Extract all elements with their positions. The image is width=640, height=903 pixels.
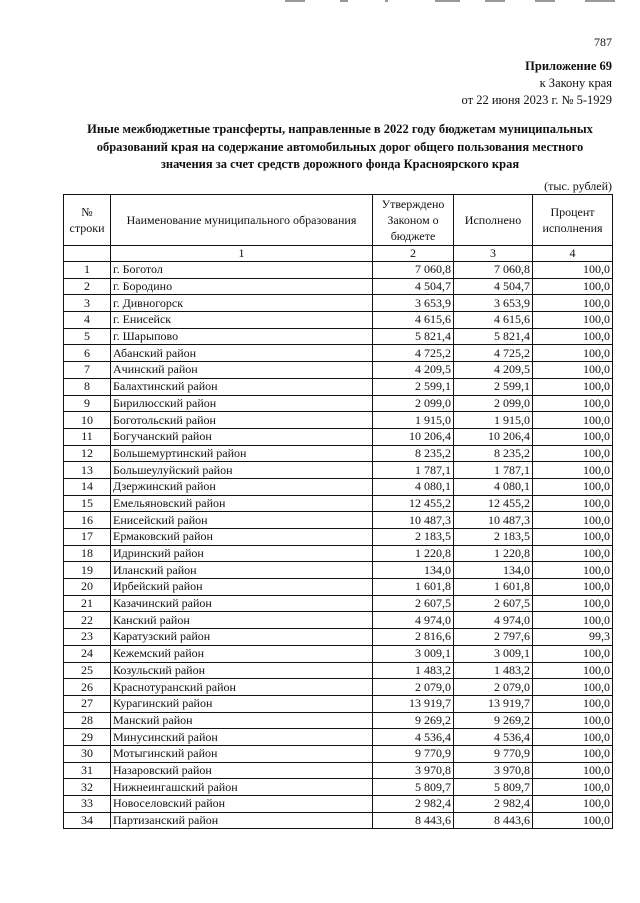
row-number: 6 bbox=[64, 345, 111, 362]
approved-amount: 3 653,9 bbox=[373, 295, 454, 312]
table-row bbox=[64, 312, 613, 329]
municipality-name: Идринский район bbox=[111, 545, 373, 562]
execution-percent: 100,0 bbox=[533, 395, 613, 412]
table-row bbox=[64, 729, 613, 746]
execution-percent: 100,0 bbox=[533, 328, 613, 345]
municipality-name: Нижнеингашский район bbox=[111, 779, 373, 796]
table-row bbox=[64, 712, 613, 729]
approved-amount: 4 504,7 bbox=[373, 278, 454, 295]
approved-amount: 2 982,4 bbox=[373, 796, 454, 813]
execution-percent: 100,0 bbox=[533, 579, 613, 596]
municipality-name: Манский район bbox=[111, 712, 373, 729]
municipality-name: Канский район bbox=[111, 612, 373, 629]
execution-percent: 100,0 bbox=[533, 595, 613, 612]
table-header-row bbox=[64, 195, 613, 246]
municipality-name: Каратузский район bbox=[111, 629, 373, 646]
table-row bbox=[64, 295, 613, 312]
municipality-name: Кежемский район bbox=[111, 645, 373, 662]
table-row bbox=[64, 796, 613, 813]
row-number: 22 bbox=[64, 612, 111, 629]
executed-amount: 4 536,4 bbox=[454, 729, 533, 746]
execution-percent: 100,0 bbox=[533, 412, 613, 429]
appendix-date: от 22 июня 2023 г. № 5-1929 bbox=[461, 93, 612, 107]
approved-amount: 4 615,6 bbox=[373, 312, 454, 329]
municipality-name: Козульский район bbox=[111, 662, 373, 679]
execution-percent: 100,0 bbox=[533, 512, 613, 529]
execution-percent: 100,0 bbox=[533, 495, 613, 512]
page-number: 787 bbox=[594, 35, 612, 49]
row-number: 33 bbox=[64, 796, 111, 813]
execution-percent: 100,0 bbox=[533, 745, 613, 762]
approved-amount: 1 787,1 bbox=[373, 462, 454, 479]
column-number-row bbox=[64, 246, 613, 262]
row-number: 29 bbox=[64, 729, 111, 746]
municipality-name: Абанский район bbox=[111, 345, 373, 362]
execution-percent: 100,0 bbox=[533, 545, 613, 562]
row-number: 2 bbox=[64, 278, 111, 295]
municipality-name: Боготольский район bbox=[111, 412, 373, 429]
table-row bbox=[64, 595, 613, 612]
table-row bbox=[64, 362, 613, 379]
execution-percent: 100,0 bbox=[533, 529, 613, 546]
approved-amount: 2 099,0 bbox=[373, 395, 454, 412]
title-line: образований края на содержание автомобильных дорог общего пользования местного bbox=[96, 139, 584, 154]
table-row bbox=[64, 779, 613, 796]
header-row-number: № строки bbox=[64, 195, 111, 246]
execution-percent: 100,0 bbox=[533, 729, 613, 746]
table-row bbox=[64, 629, 613, 646]
execution-percent: 100,0 bbox=[533, 445, 613, 462]
approved-amount: 1 483,2 bbox=[373, 662, 454, 679]
approved-amount: 10 487,3 bbox=[373, 512, 454, 529]
approved-amount: 3 009,1 bbox=[373, 645, 454, 662]
column-number: 3 bbox=[454, 246, 533, 262]
execution-percent: 100,0 bbox=[533, 679, 613, 696]
table-row bbox=[64, 478, 613, 495]
executed-amount: 3 009,1 bbox=[454, 645, 533, 662]
units-label: (тыс. рублей) bbox=[544, 179, 612, 193]
approved-amount: 2 816,6 bbox=[373, 629, 454, 646]
table-row bbox=[64, 278, 613, 295]
executed-amount: 8 235,2 bbox=[454, 445, 533, 462]
approved-amount: 5 809,7 bbox=[373, 779, 454, 796]
approved-amount: 12 455,2 bbox=[373, 495, 454, 512]
executed-amount: 4 974,0 bbox=[454, 612, 533, 629]
executed-amount: 2 607,5 bbox=[454, 595, 533, 612]
approved-amount: 1 220,8 bbox=[373, 545, 454, 562]
table-row bbox=[64, 762, 613, 779]
approved-amount: 13 919,7 bbox=[373, 695, 454, 712]
municipality-name: Назаровский район bbox=[111, 762, 373, 779]
table-row bbox=[64, 512, 613, 529]
execution-percent: 100,0 bbox=[533, 278, 613, 295]
table-row bbox=[64, 395, 613, 412]
row-number: 4 bbox=[64, 312, 111, 329]
municipality-name: Богучанский район bbox=[111, 428, 373, 445]
execution-percent: 100,0 bbox=[533, 645, 613, 662]
executed-amount: 1 915,0 bbox=[454, 412, 533, 429]
table-row bbox=[64, 745, 613, 762]
executed-amount: 1 483,2 bbox=[454, 662, 533, 679]
execution-percent: 100,0 bbox=[533, 762, 613, 779]
appendix-title: Приложение 69 bbox=[525, 59, 612, 73]
executed-amount: 4 080,1 bbox=[454, 478, 533, 495]
row-number: 1 bbox=[64, 262, 111, 279]
municipality-name: Ирбейский район bbox=[111, 579, 373, 596]
execution-percent: 100,0 bbox=[533, 796, 613, 813]
row-number: 19 bbox=[64, 562, 111, 579]
approved-amount: 8 443,6 bbox=[373, 812, 454, 829]
row-number: 15 bbox=[64, 495, 111, 512]
municipality-name: Иланский район bbox=[111, 562, 373, 579]
row-number: 3 bbox=[64, 295, 111, 312]
executed-amount: 2 099,0 bbox=[454, 395, 533, 412]
header-name: Наименование муниципального образования bbox=[111, 195, 373, 246]
executed-amount: 2 599,1 bbox=[454, 378, 533, 395]
row-number: 24 bbox=[64, 645, 111, 662]
row-number: 17 bbox=[64, 529, 111, 546]
table-row bbox=[64, 562, 613, 579]
municipality-name: г. Шарыпово bbox=[111, 328, 373, 345]
executed-amount: 2 797,6 bbox=[454, 629, 533, 646]
row-number: 12 bbox=[64, 445, 111, 462]
title-line: Иные межбюджетные трансферты, направленные в 2022 году бюджетам муниципальных bbox=[87, 122, 593, 136]
executed-amount: 7 060,8 bbox=[454, 262, 533, 279]
executed-amount: 5 821,4 bbox=[454, 328, 533, 345]
approved-amount: 5 821,4 bbox=[373, 328, 454, 345]
table-row bbox=[64, 812, 613, 829]
table-row bbox=[64, 679, 613, 696]
execution-percent: 100,0 bbox=[533, 612, 613, 629]
execution-percent: 100,0 bbox=[533, 478, 613, 495]
executed-amount: 9 269,2 bbox=[454, 712, 533, 729]
municipality-name: Партизанский район bbox=[111, 812, 373, 829]
executed-amount: 4 725,2 bbox=[454, 345, 533, 362]
execution-percent: 100,0 bbox=[533, 362, 613, 379]
row-number: 25 bbox=[64, 662, 111, 679]
approved-amount: 3 970,8 bbox=[373, 762, 454, 779]
executed-amount: 2 183,5 bbox=[454, 529, 533, 546]
execution-percent: 100,0 bbox=[533, 662, 613, 679]
approved-amount: 8 235,2 bbox=[373, 445, 454, 462]
execution-percent: 100,0 bbox=[533, 312, 613, 329]
appendix-header bbox=[462, 58, 612, 109]
executed-amount: 5 809,7 bbox=[454, 779, 533, 796]
table-row bbox=[64, 328, 613, 345]
row-number: 13 bbox=[64, 462, 111, 479]
municipality-name: г. Дивногорск bbox=[111, 295, 373, 312]
municipality-name: Бирилюсский район bbox=[111, 395, 373, 412]
executed-amount: 4 615,6 bbox=[454, 312, 533, 329]
table-row bbox=[64, 579, 613, 596]
table-row bbox=[64, 412, 613, 429]
table-row bbox=[64, 262, 613, 279]
municipality-name: Дзержинский район bbox=[111, 478, 373, 495]
header-approved: Утверждено Законом о бюджете bbox=[373, 195, 454, 246]
row-number: 26 bbox=[64, 679, 111, 696]
municipality-name: г. Боготол bbox=[111, 262, 373, 279]
table-row bbox=[64, 529, 613, 546]
document-title bbox=[60, 121, 620, 174]
table-row bbox=[64, 428, 613, 445]
approved-amount: 4 080,1 bbox=[373, 478, 454, 495]
executed-amount: 12 455,2 bbox=[454, 495, 533, 512]
approved-amount: 2 079,0 bbox=[373, 679, 454, 696]
executed-amount: 1 220,8 bbox=[454, 545, 533, 562]
municipality-name: г. Бородино bbox=[111, 278, 373, 295]
execution-percent: 100,0 bbox=[533, 779, 613, 796]
executed-amount: 4 504,7 bbox=[454, 278, 533, 295]
approved-amount: 4 725,2 bbox=[373, 345, 454, 362]
approved-amount: 4 536,4 bbox=[373, 729, 454, 746]
title-line: значения за счет средств дорожного фонда Красноярского края bbox=[160, 157, 520, 171]
approved-amount: 4 209,5 bbox=[373, 362, 454, 379]
approved-amount: 9 269,2 bbox=[373, 712, 454, 729]
execution-percent: 100,0 bbox=[533, 428, 613, 445]
row-number: 27 bbox=[64, 695, 111, 712]
header-executed: Исполнено bbox=[454, 195, 533, 246]
municipality-name: Емельяновский район bbox=[111, 495, 373, 512]
execution-percent: 99,3 bbox=[533, 629, 613, 646]
approved-amount: 2 183,5 bbox=[373, 529, 454, 546]
row-number: 9 bbox=[64, 395, 111, 412]
executed-amount: 2 982,4 bbox=[454, 796, 533, 813]
execution-percent: 100,0 bbox=[533, 562, 613, 579]
execution-percent: 100,0 bbox=[533, 295, 613, 312]
row-number: 14 bbox=[64, 478, 111, 495]
execution-percent: 100,0 bbox=[533, 262, 613, 279]
approved-amount: 9 770,9 bbox=[373, 745, 454, 762]
executed-amount: 10 206,4 bbox=[454, 428, 533, 445]
table-row bbox=[64, 662, 613, 679]
approved-amount: 2 599,1 bbox=[373, 378, 454, 395]
executed-amount: 4 209,5 bbox=[454, 362, 533, 379]
row-number: 16 bbox=[64, 512, 111, 529]
approved-amount: 2 607,5 bbox=[373, 595, 454, 612]
header-percent: Процент исполнения bbox=[533, 195, 613, 246]
executed-amount: 1 787,1 bbox=[454, 462, 533, 479]
municipality-name: Балахтинский район bbox=[111, 378, 373, 395]
row-number: 34 bbox=[64, 812, 111, 829]
municipality-name: Краснотуранский район bbox=[111, 679, 373, 696]
executed-amount: 9 770,9 bbox=[454, 745, 533, 762]
execution-percent: 100,0 bbox=[533, 712, 613, 729]
execution-percent: 100,0 bbox=[533, 378, 613, 395]
municipality-name: Мотыгинский район bbox=[111, 745, 373, 762]
row-number: 23 bbox=[64, 629, 111, 646]
execution-percent: 100,0 bbox=[533, 345, 613, 362]
executed-amount: 3 653,9 bbox=[454, 295, 533, 312]
table-row bbox=[64, 495, 613, 512]
column-number: 4 bbox=[533, 246, 613, 262]
municipality-name: Казачинский район bbox=[111, 595, 373, 612]
column-number bbox=[64, 246, 111, 262]
row-number: 21 bbox=[64, 595, 111, 612]
row-number: 5 bbox=[64, 328, 111, 345]
column-number: 1 bbox=[111, 246, 373, 262]
municipality-name: Енисейский район bbox=[111, 512, 373, 529]
execution-percent: 100,0 bbox=[533, 695, 613, 712]
row-number: 11 bbox=[64, 428, 111, 445]
row-number: 30 bbox=[64, 745, 111, 762]
table-row bbox=[64, 695, 613, 712]
executed-amount: 2 079,0 bbox=[454, 679, 533, 696]
municipality-name: Новоселовский район bbox=[111, 796, 373, 813]
table-row bbox=[64, 345, 613, 362]
table-row bbox=[64, 462, 613, 479]
executed-amount: 1 601,8 bbox=[454, 579, 533, 596]
municipality-name: Ачинский район bbox=[111, 362, 373, 379]
municipality-name: Курагинский район bbox=[111, 695, 373, 712]
execution-percent: 100,0 bbox=[533, 812, 613, 829]
municipality-name: г. Енисейск bbox=[111, 312, 373, 329]
municipality-name: Большемуртинский район bbox=[111, 445, 373, 462]
table-row bbox=[64, 445, 613, 462]
table-row bbox=[64, 378, 613, 395]
execution-percent: 100,0 bbox=[533, 462, 613, 479]
transfers-table bbox=[63, 194, 613, 829]
approved-amount: 10 206,4 bbox=[373, 428, 454, 445]
table-row bbox=[64, 612, 613, 629]
table-row bbox=[64, 645, 613, 662]
approved-amount: 7 060,8 bbox=[373, 262, 454, 279]
executed-amount: 134,0 bbox=[454, 562, 533, 579]
row-number: 18 bbox=[64, 545, 111, 562]
scan-artifact bbox=[285, 0, 615, 3]
approved-amount: 134,0 bbox=[373, 562, 454, 579]
executed-amount: 10 487,3 bbox=[454, 512, 533, 529]
municipality-name: Ермаковский район bbox=[111, 529, 373, 546]
row-number: 31 bbox=[64, 762, 111, 779]
municipality-name: Минусинский район bbox=[111, 729, 373, 746]
approved-amount: 4 974,0 bbox=[373, 612, 454, 629]
municipality-name: Большеулуйский район bbox=[111, 462, 373, 479]
row-number: 10 bbox=[64, 412, 111, 429]
table-row bbox=[64, 545, 613, 562]
row-number: 8 bbox=[64, 378, 111, 395]
executed-amount: 13 919,7 bbox=[454, 695, 533, 712]
column-number: 2 bbox=[373, 246, 454, 262]
row-number: 20 bbox=[64, 579, 111, 596]
executed-amount: 8 443,6 bbox=[454, 812, 533, 829]
row-number: 32 bbox=[64, 779, 111, 796]
appendix-law: к Закону края bbox=[539, 76, 612, 90]
approved-amount: 1 601,8 bbox=[373, 579, 454, 596]
executed-amount: 3 970,8 bbox=[454, 762, 533, 779]
row-number: 28 bbox=[64, 712, 111, 729]
approved-amount: 1 915,0 bbox=[373, 412, 454, 429]
row-number: 7 bbox=[64, 362, 111, 379]
